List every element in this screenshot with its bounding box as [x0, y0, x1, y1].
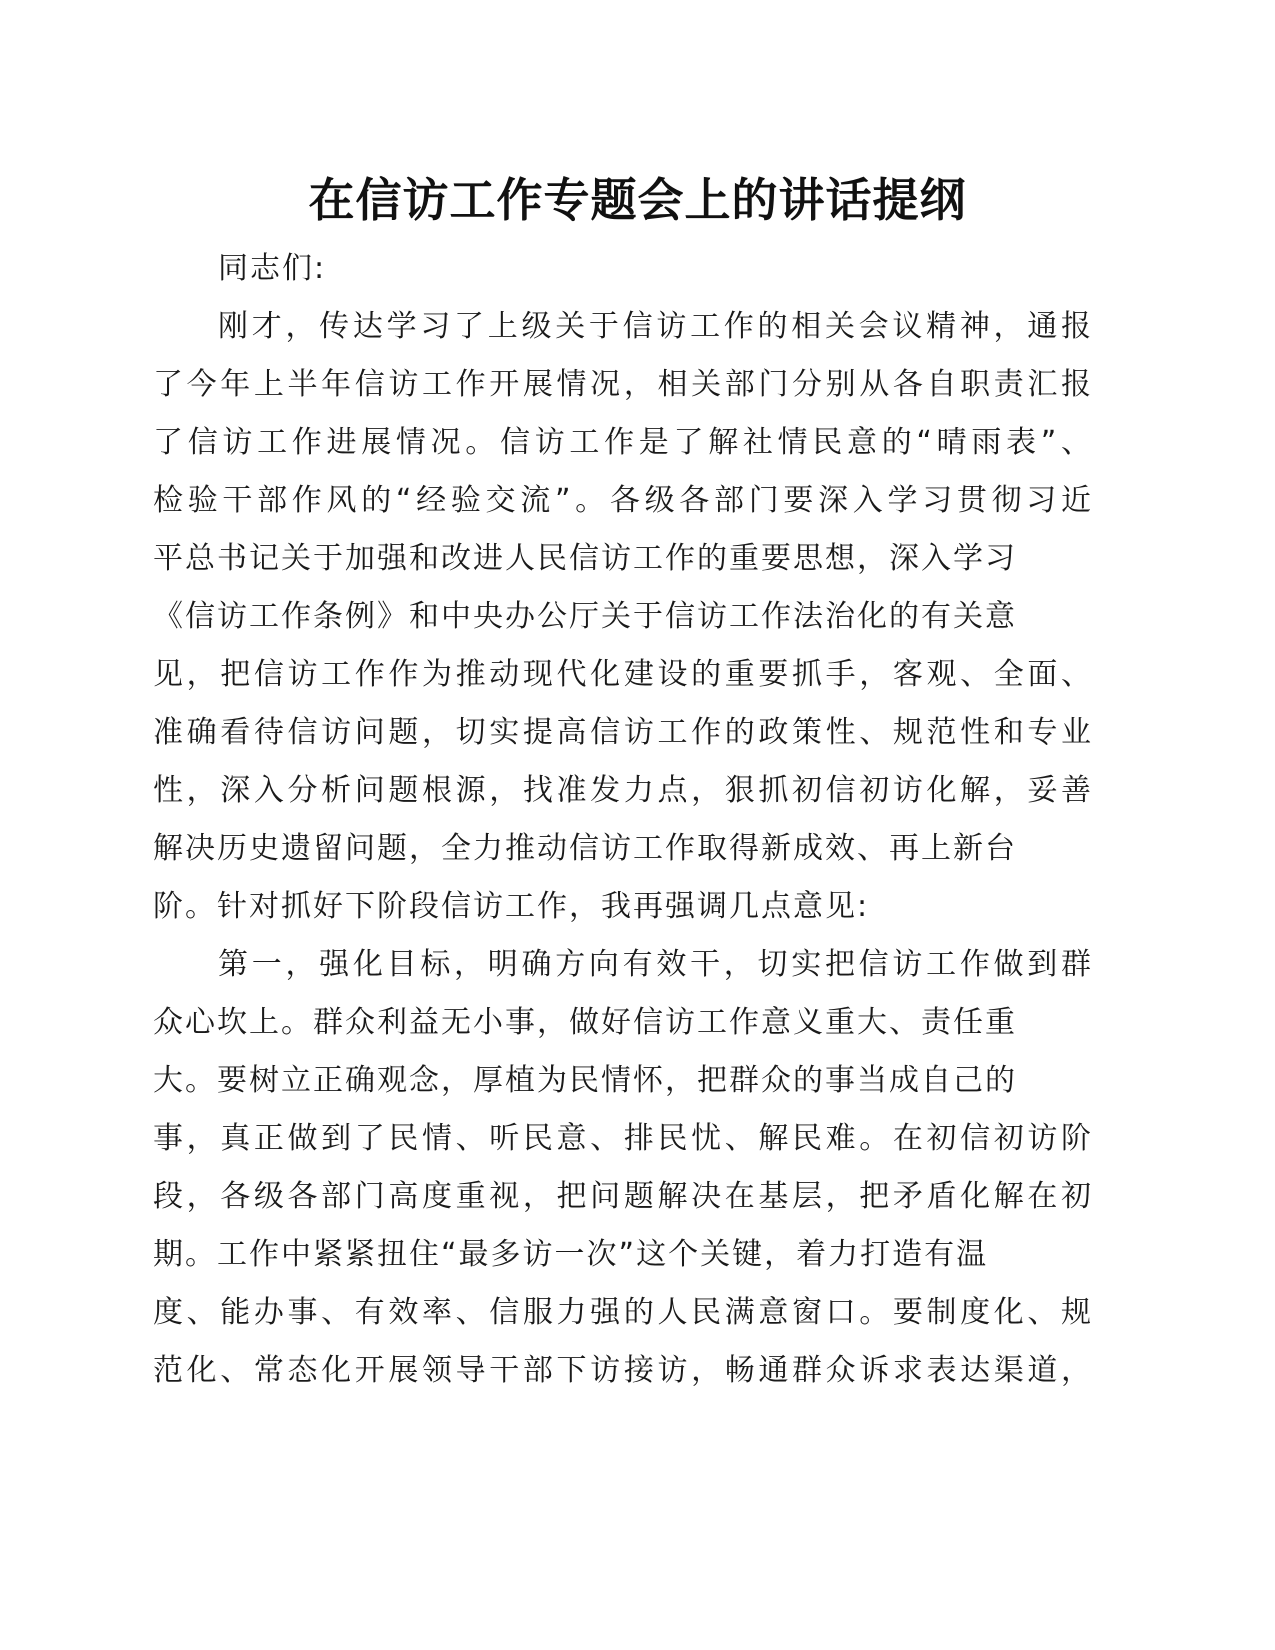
paragraph-line: 大。要树立正确观念，厚植为民情怀，把群众的事当成自己的 [153, 1063, 1017, 1098]
paragraph-line: 了今年上半年信访工作开展情况，相关部门分别从各自职责汇报 [153, 367, 1093, 402]
paragraph-line: 平总书记关于加强和改进人民信访工作的重要思想，深入学习 [153, 541, 1017, 576]
paragraph-line: 范化、常态化开展领导干部下访接访，畅通群众诉求表达渠道， [153, 1353, 1093, 1388]
paragraph-line: 性，深入分析问题根源，找准发力点，狠抓初信初访化解，妥善 [153, 773, 1093, 808]
paragraph-line: 众心坎上。群众利益无小事，做好信访工作意义重大、责任重 [153, 1005, 1017, 1040]
paragraph-line: 了信访工作进展情况。信访工作是了解社情民意的“晴雨表”、 [153, 425, 1093, 460]
paragraph-line: 《信访工作条例》和中央办公厅关于信访工作法治化的有关意 [153, 599, 1017, 634]
document-body [153, 240, 1093, 1400]
paragraph-line: 刚才，传达学习了上级关于信访工作的相关会议精神，通报 [218, 309, 1093, 344]
paragraph-line: 第一，强化目标，明确方向有效干，切实把信访工作做到群 [218, 947, 1093, 982]
paragraph-line: 段，各级各部门高度重视，把问题解决在基层，把矛盾化解在初 [153, 1179, 1093, 1214]
paragraph-line: 期。工作中紧紧扭住“最多访一次”这个关键，着力打造有温 [153, 1237, 989, 1272]
paragraph-line: 事，真正做到了民情、听民意、排民忧、解民难。在初信初访阶 [153, 1121, 1093, 1156]
salutation-line: 同志们: [218, 251, 327, 286]
paragraph-line: 见，把信访工作作为推动现代化建设的重要抓手，客观、全面、 [153, 657, 1093, 692]
paragraph-line: 准确看待信访问题，切实提高信访工作的政策性、规范性和专业 [153, 715, 1093, 750]
paragraph-line: 阶。针对抓好下阶段信访工作，我再强调几点意见: [153, 889, 870, 924]
paragraph-line: 检验干部作风的“经验交流”。各级各部门要深入学习贯彻习近 [153, 483, 1093, 518]
paragraph-line: 度、能办事、有效率、信服力强的人民满意窗口。要制度化、规 [153, 1295, 1093, 1330]
document-title: 在信访工作专题会上的讲话提纲 [308, 173, 967, 227]
paragraph-line: 解决历史遗留问题，全力推动信访工作取得新成效、再上新台 [153, 831, 1017, 866]
